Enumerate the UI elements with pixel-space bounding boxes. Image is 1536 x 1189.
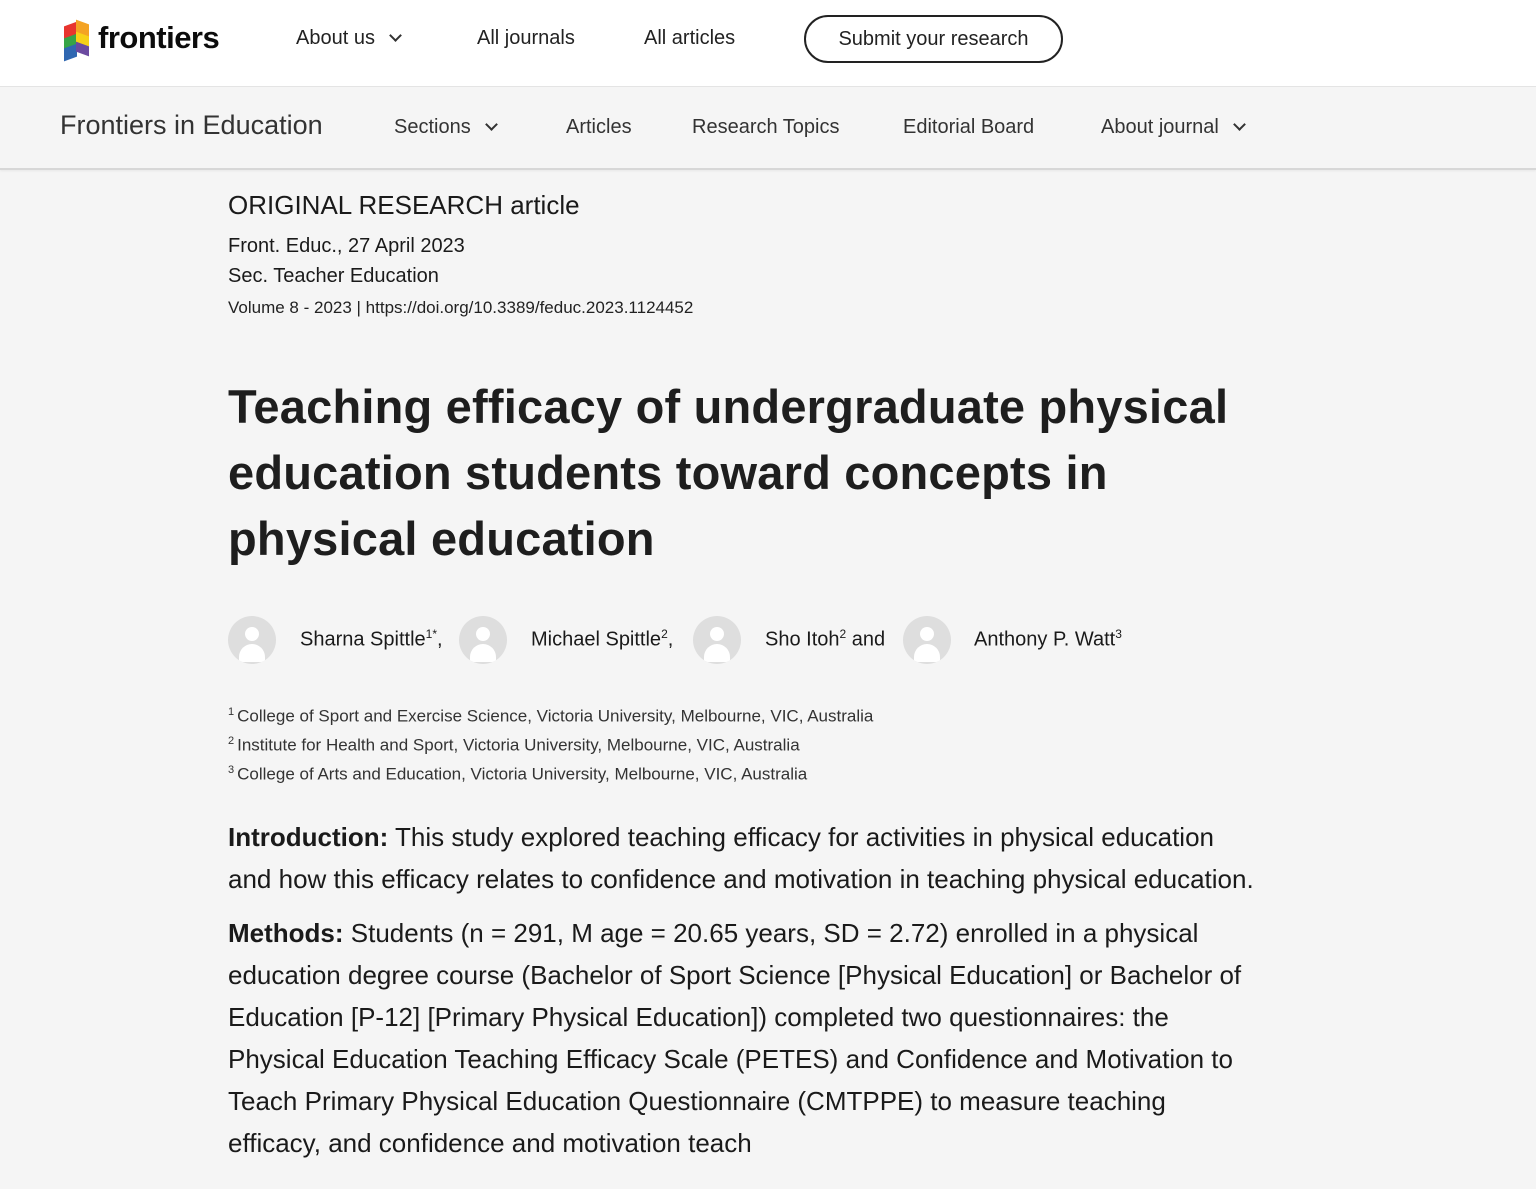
frontiers-logo-icon bbox=[62, 20, 92, 56]
article-title: Teaching efficacy of undergraduate physical education students toward concepts in physical education bbox=[228, 380, 1229, 565]
nav-research-topics[interactable]: Research Topics bbox=[692, 116, 840, 138]
nav-about-us[interactable] bbox=[296, 24, 400, 52]
logo-text: frontiers bbox=[98, 20, 220, 55]
frontiers-logo[interactable] bbox=[62, 19, 219, 57]
nav-sections[interactable] bbox=[394, 113, 496, 141]
author-avatar[interactable] bbox=[459, 616, 507, 664]
journal-nav bbox=[0, 87, 1536, 170]
author-name[interactable]: Anthony P. Watt$^3$ bbox=[974, 627, 1122, 651]
abstract bbox=[228, 816, 1258, 1176]
abstract-introduction: Introduction: This study explored teaching efficacy for activities in physical education and how this efficacy relates to confidence and motivation in teaching physical education. bbox=[228, 822, 1254, 894]
chevron-down-icon bbox=[389, 29, 402, 42]
affiliations bbox=[228, 700, 873, 787]
abstract-methods: Methods: Students (n = 291, M age = 20.65 years, SD = 2.72) enrolled in a physical education degree course (Bachelor of Sport Science [Physical Education] or Bachelor of Education [P-12] [Primary Physical Education]) completed two questionnaires: the Physical Education Teaching Efficacy Scale (PETES) and Confidence and Motivation to Teach Primary Physical Education Questionnaire (CMTPPE) to measure teaching efficacy, and confidence and motivation teach bbox=[228, 918, 1242, 1158]
article-type: ORIGINAL RESEARCH article bbox=[228, 190, 580, 220]
nav-editorial-board[interactable]: Editorial Board bbox=[903, 116, 1035, 138]
chevron-down-icon bbox=[485, 118, 498, 131]
journal-date: Front. Educ., 27 April 2023 bbox=[228, 235, 465, 257]
author-name[interactable]: Sharna Spittle$^{1*}$, bbox=[300, 627, 443, 651]
nav-articles[interactable]: Articles bbox=[566, 116, 632, 138]
author-name[interactable]: Sho Itoh$^2$ and bbox=[765, 627, 886, 651]
affiliation: $^2$ Institute for Health and Sport, Victoria University, Melbourne, VIC, Australia bbox=[228, 735, 800, 755]
article-section[interactable]: Sec. Teacher Education bbox=[228, 265, 439, 287]
affiliation: $^1$ College of Sport and Exercise Science, Victoria University, Melbourne, VIC, Australia bbox=[228, 706, 874, 726]
nav-all-journals[interactable]: All journals bbox=[477, 27, 575, 49]
site-header bbox=[0, 0, 1536, 87]
nav-about-us-label: About us bbox=[296, 27, 375, 49]
chevron-down-icon bbox=[1233, 118, 1246, 131]
affiliation: $^3$ College of Arts and Education, Victoria University, Melbourne, VIC, Australia bbox=[228, 764, 808, 784]
author-avatar[interactable] bbox=[693, 616, 741, 664]
nav-about-journal-label: About journal bbox=[1101, 116, 1219, 138]
author-name[interactable]: Michael Spittle$^2$, bbox=[531, 627, 674, 651]
author-avatar[interactable] bbox=[228, 616, 276, 664]
author-avatar[interactable] bbox=[903, 616, 951, 664]
nav-all-articles[interactable]: All articles bbox=[644, 27, 736, 49]
nav-about-journal[interactable] bbox=[1101, 113, 1244, 141]
nav-sections-label: Sections bbox=[394, 116, 471, 138]
submit-research-button[interactable]: Submit your research bbox=[804, 15, 1063, 63]
volume-doi[interactable]: Volume 8 - 2023 | https://doi.org/10.3389/feduc.2023.1124452 bbox=[228, 298, 694, 317]
journal-name-link[interactable]: Frontiers in Education bbox=[60, 110, 323, 140]
